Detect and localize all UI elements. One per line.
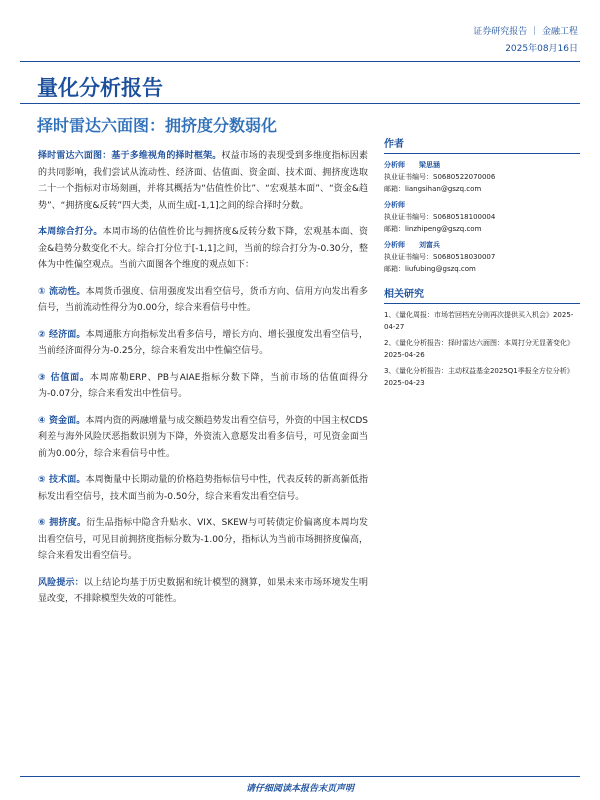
report-category: 证券研究报告 ｜ 金融工程: [473, 27, 578, 37]
related-item[interactable]: 1、《量化周报：市场若回档充分则再次提供买入机会》2025-04-27: [384, 311, 574, 331]
paragraph-lead: 择时雷达六面图：基于多维视角的择时框架。: [38, 151, 222, 161]
related-item[interactable]: 3、《量化分析报告：主动权益基金2025Q1季报全方位分析》2025-04-23: [384, 367, 574, 387]
paragraph-text: 本周通胀方向指标发出看多信号，增长方向、增长强度发出看空信号，当前经济面得分为-0.25分，综合来看发出中性偏空信号。: [38, 329, 368, 356]
paragraph-risk: [38, 575, 368, 608]
analyst-role: 分析师: [384, 241, 405, 249]
paragraph-economy: [38, 327, 368, 360]
paragraph-liquidity: [38, 284, 368, 317]
paragraph-technical: [38, 472, 368, 505]
analyst-name: 梁思涵: [419, 161, 440, 169]
paragraph-text: 以上结论均基于历史数据和统计模型的测算，如果未来市场环境发生明显改变，不排除模型失效的可能性。: [38, 577, 368, 604]
paragraph-lead: ④ 资金面。: [38, 415, 86, 426]
footer-disclaimer: 请仔细阅读本报告末页声明: [245, 784, 354, 794]
paragraph-lead: 风险提示：: [38, 577, 84, 588]
footer-divider: [20, 776, 580, 777]
paragraph-text: 本周内资的两融增量与成交额趋势发出看空信号，外资的中国主权CDS利差与海外风险厌恶指数识别为下降，外资流入意愿发出看多信号，可见资金面当前为0.00分，综合来看信号中性。: [38, 415, 368, 459]
sidebar: [384, 135, 580, 393]
paragraph-lead: ② 经济面。: [38, 329, 86, 340]
paragraph-funds: [38, 413, 368, 463]
analyst-email[interactable]: 邮箱：liufubing@gszq.com: [384, 265, 476, 273]
authors-heading: 作者: [384, 135, 580, 154]
analyst-role: 分析师: [384, 161, 405, 169]
analyst-card: [384, 159, 580, 195]
related-item[interactable]: 2、《量化分析报告：择时雷达六面图：本周打分无显著变化》2025-04-26: [384, 339, 574, 359]
analyst-cert: 执业证书编号：S0680518100004: [384, 213, 496, 221]
report-meta: [473, 24, 578, 58]
paragraph-lead: ③ 估值面。: [38, 372, 90, 383]
analyst-role: 分析师: [384, 201, 405, 209]
paragraph-text: 本周市场的估值性价比与拥挤度&反转分数下降，宏观基本面、资金&趋势分数变化不大。综合打分位于[-1,1]之间，当前的综合打分为-0.30分，整体为中性偏空观点。当前六面图各个维度的观点如下：: [38, 227, 368, 270]
analyst-name: 刘富兵: [419, 241, 440, 249]
analyst-cert: 执业证书编号：S0680518030007: [384, 253, 496, 261]
report-date: 2025年08月16日: [505, 44, 578, 54]
paragraph-text: 衍生品指标中隐含升贴水、VIX、SKEW与可转债定价偏离度本周均发出看空信号，可见目前拥挤度指标分数为-1.00分，指标认为当前市场拥挤度偏高，综合来看发出看空信号。: [38, 518, 368, 561]
related-research: [384, 285, 580, 389]
title-divider: [20, 103, 580, 104]
paragraph-weekly-score: [38, 224, 368, 274]
analyst-cert: 执业证书编号：S0680522070006: [384, 173, 496, 181]
report-type: 量化分析报告: [37, 75, 163, 100]
main-body: [38, 148, 368, 618]
paragraph-framework: [38, 148, 368, 214]
paragraph-lead: 本周综合打分。: [38, 227, 103, 237]
related-heading: 相关研究: [384, 285, 580, 304]
paragraph-crowding: [38, 515, 368, 565]
paragraph-lead: ① 流动性。: [38, 286, 86, 297]
paragraph-lead: ⑤ 技术面。: [38, 475, 86, 485]
paragraph-text: 本周衡量中长期动量的价格趋势指标信号中性，代表反转的新高新低指标发出看空信号，技术面当前为-0.50分，综合来看发出看空信号。: [38, 475, 368, 502]
paragraph-valuation: [38, 370, 368, 403]
analyst-email[interactable]: 邮箱：linzhipeng@gszq.com: [384, 225, 482, 233]
paragraph-text: 本周席勒ERP、PB与AIAE指标分数下降，当前市场的估值面得分为-0.07分，综合来看发出中性信号。: [38, 372, 368, 399]
analyst-card: [384, 239, 580, 275]
header-divider: [20, 61, 580, 62]
analyst-card: [384, 199, 580, 235]
paragraph-text: 本周货币强度、信用强度发出看空信号，货币方向、信用方向发出看多信号，当前流动性得分为0.00分，综合来看信号中性。: [38, 286, 368, 313]
paragraph-text: 权益市场的表现受到多维度指标因素的共同影响，我们尝试从流动性、经济面、估值面、资金面、技术面、拥挤度选取二十一个指标对市场刻画，并将其概括为“估值性价比”、“宏观基本面”、“资金&趋势”、“拥挤度&反转”四大类，从而生成[-1,1]之间的综合择时分数。: [38, 151, 368, 211]
paragraph-lead: ⑥ 拥挤度。: [38, 518, 87, 528]
page-title: 择时雷达六面图：拥挤度分数弱化: [37, 116, 278, 135]
analyst-email[interactable]: 邮箱：liangsihan@gszq.com: [384, 185, 482, 193]
